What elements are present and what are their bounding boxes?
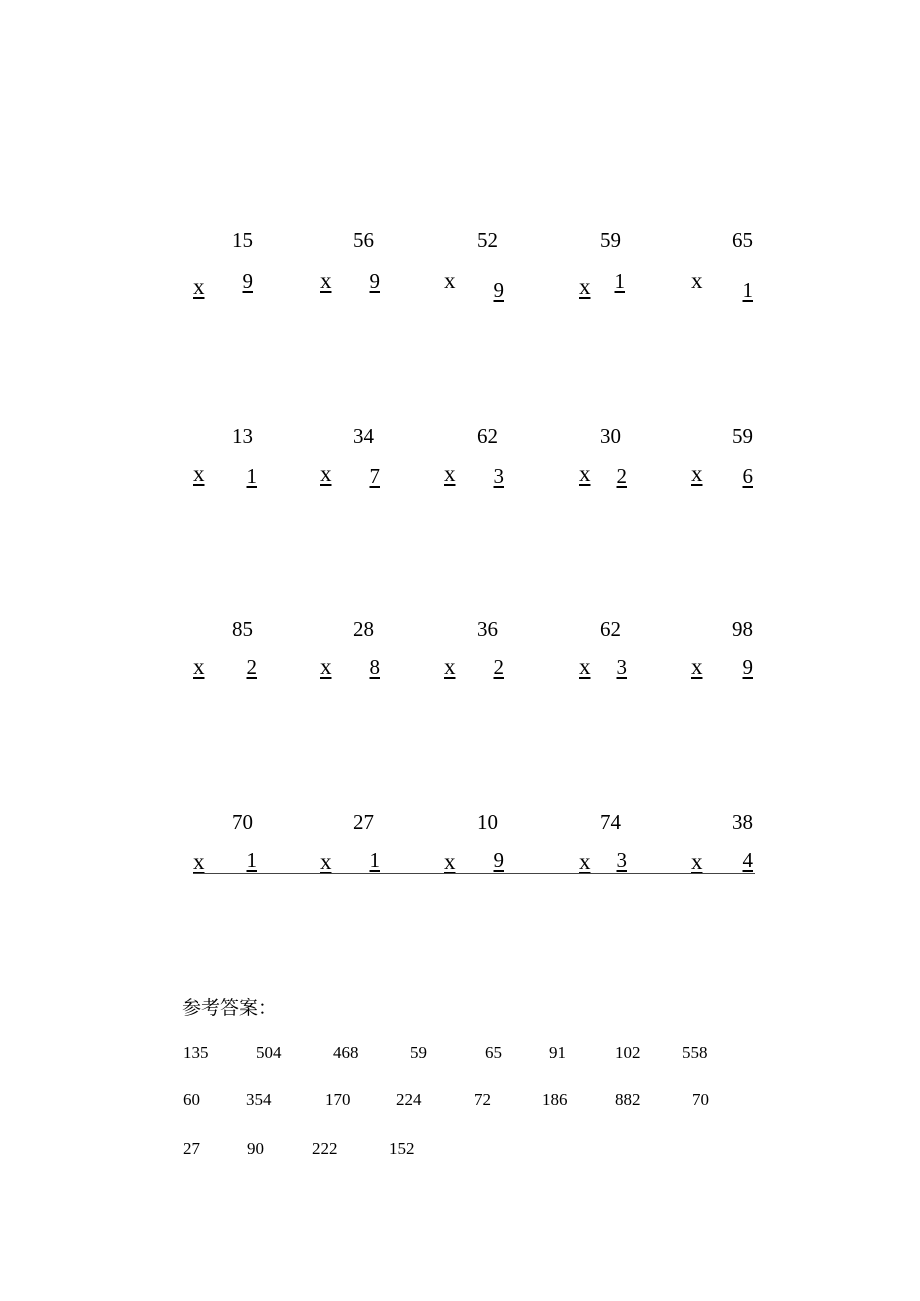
multiplier: 9 [742, 655, 753, 679]
problem [691, 617, 811, 687]
answer: 558 [682, 1043, 708, 1062]
problem [320, 617, 440, 687]
multiplicand: 38 [732, 810, 753, 834]
multiplier: 1 [369, 848, 380, 872]
multiplier: 1 [246, 464, 257, 488]
multiplier: 2 [493, 655, 504, 679]
answer: 90 [247, 1139, 264, 1158]
problem [579, 424, 699, 494]
problem [320, 424, 440, 494]
multiplicand: 70 [232, 810, 253, 834]
multiplier: 1 [742, 278, 753, 302]
multiply-sign: x [691, 654, 703, 679]
problem [444, 228, 564, 302]
multiply-sign: x [579, 461, 591, 486]
multiplicand: 28 [353, 617, 374, 641]
problem [320, 228, 440, 298]
answer: 59 [410, 1043, 427, 1062]
multiply-sign: x [193, 461, 205, 486]
multiply-sign: x [691, 849, 703, 874]
multiplier: 9 [493, 848, 504, 872]
multiplier: 4 [742, 848, 753, 872]
multiplier: 1 [246, 848, 257, 872]
problem [444, 810, 564, 880]
multiplicand: 65 [732, 228, 753, 252]
multiply-sign: x [320, 461, 332, 486]
answer: 224 [396, 1090, 422, 1109]
answer: 354 [246, 1090, 272, 1109]
problem [444, 424, 564, 494]
multiply-sign: x [691, 268, 703, 293]
multiplier: 9 [369, 269, 380, 293]
bottom-rule [193, 873, 755, 874]
problem [691, 424, 811, 494]
answer: 186 [542, 1090, 568, 1109]
multiply-sign: x [193, 849, 205, 874]
multiplier: 3 [616, 848, 627, 872]
multiplicand: 56 [353, 228, 374, 252]
multiplier: 8 [369, 655, 380, 679]
multiplicand: 62 [600, 617, 621, 641]
multiplier: 6 [742, 464, 753, 488]
answer: 504 [256, 1043, 282, 1062]
multiplicand: 30 [600, 424, 621, 448]
answer: 65 [485, 1043, 502, 1062]
multiplicand: 27 [353, 810, 374, 834]
multiplicand: 59 [600, 228, 621, 252]
problem [691, 810, 811, 880]
problem [193, 617, 313, 687]
multiplier: 1 [614, 269, 625, 293]
problem [193, 424, 313, 494]
multiplicand: 74 [600, 810, 621, 834]
multiplier: 9 [493, 278, 504, 302]
answer: 72 [474, 1090, 491, 1109]
problem [579, 810, 699, 880]
multiplier: 3 [616, 655, 627, 679]
answer: 152 [389, 1139, 415, 1158]
multiplicand: 13 [232, 424, 253, 448]
multiplicand: 34 [353, 424, 374, 448]
answer: 222 [312, 1139, 338, 1158]
answer: 170 [325, 1090, 351, 1109]
multiplicand: 36 [477, 617, 498, 641]
problem [579, 617, 699, 687]
answer: 882 [615, 1090, 641, 1109]
answer: 60 [183, 1090, 200, 1109]
multiply-sign: x [320, 654, 332, 679]
multiply-sign: x [579, 654, 591, 679]
problem [691, 228, 811, 302]
multiplicand: 98 [732, 617, 753, 641]
multiply-sign: x [691, 461, 703, 486]
answer: 102 [615, 1043, 641, 1062]
multiply-sign: x [444, 849, 456, 874]
problem [320, 810, 440, 880]
answer: 468 [333, 1043, 359, 1062]
answer: 91 [549, 1043, 566, 1062]
multiply-sign: x [320, 268, 332, 293]
multiplicand: 15 [232, 228, 253, 252]
answer: 135 [183, 1043, 209, 1062]
answer: 70 [692, 1090, 709, 1109]
multiplicand: 62 [477, 424, 498, 448]
multiplicand: 10 [477, 810, 498, 834]
problem [193, 228, 313, 298]
multiply-sign: x [193, 654, 205, 679]
problem [193, 810, 313, 880]
multiply-sign: x [579, 849, 591, 874]
answers-heading: 参考答案： [182, 997, 278, 1019]
multiply-sign: x [444, 654, 456, 679]
multiply-sign: x [320, 849, 332, 874]
multiplicand: 59 [732, 424, 753, 448]
multiplicand: 52 [477, 228, 498, 252]
multiplier: 2 [246, 655, 257, 679]
multiplier: 7 [369, 464, 380, 488]
multiplicand: 85 [232, 617, 253, 641]
multiplier: 2 [616, 464, 627, 488]
answer: 27 [183, 1139, 200, 1158]
multiplier: 9 [242, 269, 253, 293]
multiply-sign: x [193, 274, 205, 299]
multiplier: 3 [493, 464, 504, 488]
multiply-sign: x [444, 461, 456, 486]
multiply-sign: x [579, 274, 591, 299]
multiply-sign: x [444, 268, 456, 293]
problem [579, 228, 699, 298]
problem [444, 617, 564, 687]
